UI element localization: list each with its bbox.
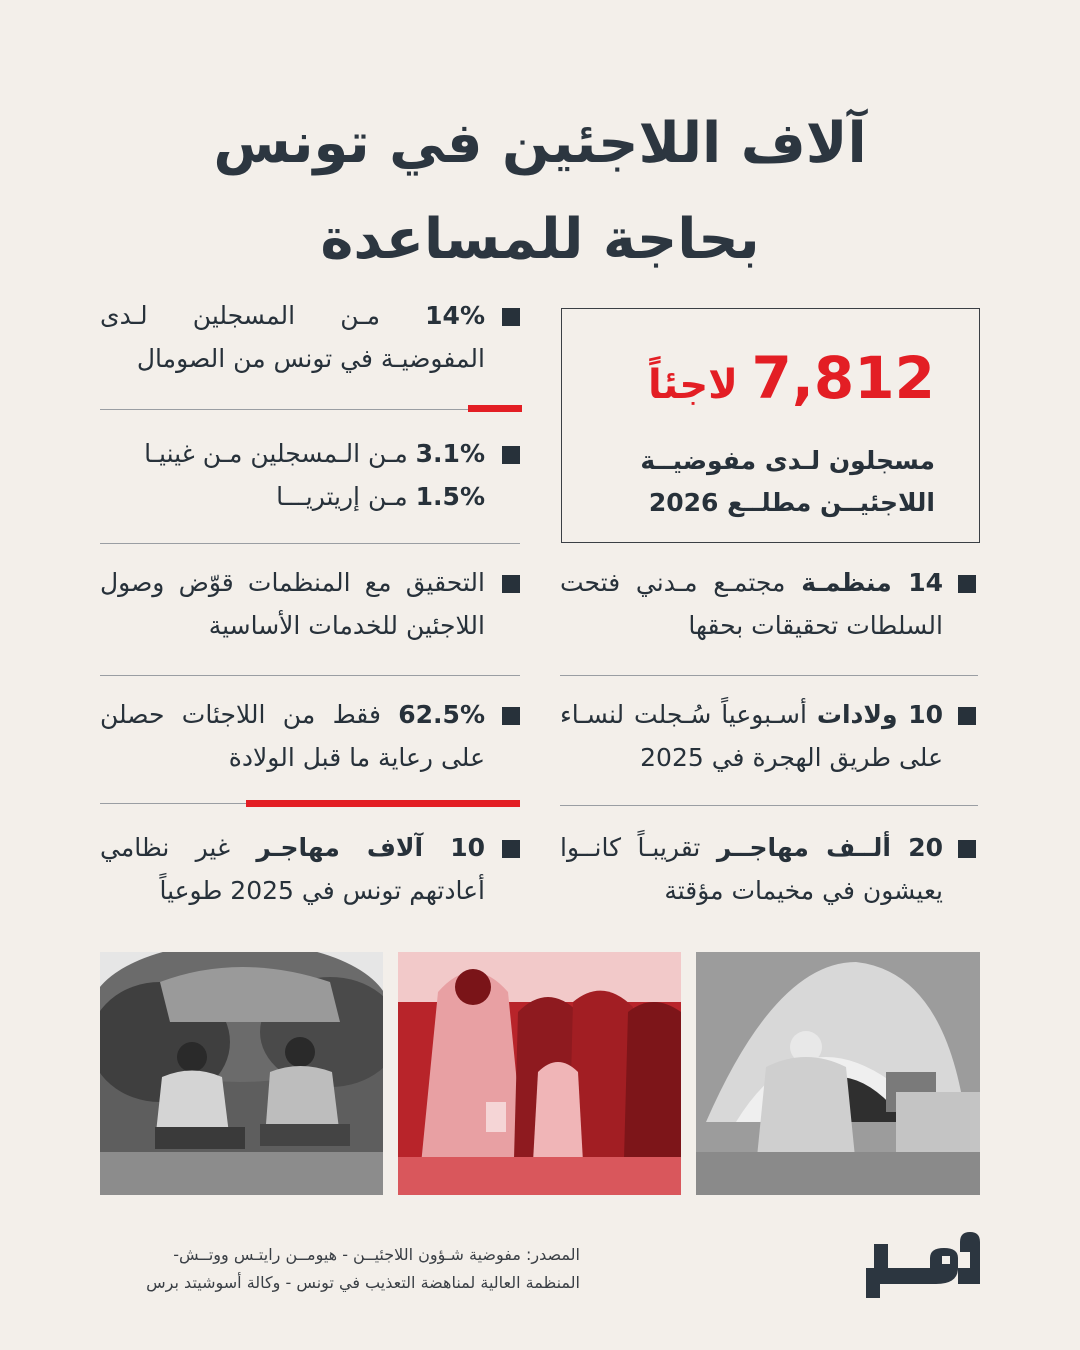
stat-description (592, 440, 935, 524)
page-title (0, 96, 1080, 288)
fact-orgs-text: مجتمـع مـدني فتحت السلطات تحقيقات بحقها (560, 568, 943, 640)
fact-care-text: فقط من اللاجئات حصلن على رعاية ما قبل الولادة (100, 700, 485, 772)
bullet-icon (502, 575, 520, 593)
stat-number: 7,812 (751, 344, 935, 412)
fact-organizations (560, 561, 943, 647)
divider (100, 675, 520, 676)
accent-divider (246, 800, 520, 807)
photo-women-queue (398, 952, 681, 1195)
fact-investigation (100, 561, 485, 647)
fact-somalia (100, 294, 485, 380)
title-line-2: بحاجة للمساعدة (320, 207, 760, 272)
bullet-icon (502, 446, 520, 464)
divider (560, 675, 978, 676)
fact-eritrea-line (100, 475, 485, 518)
bullet-icon (958, 707, 976, 725)
divider (100, 543, 520, 544)
bullet-icon (502, 308, 520, 326)
fact-guinea-text: مـن الـمسجلين مـن غينيـا (144, 439, 416, 468)
fact-guinea-figure: 3.1% (415, 439, 485, 468)
bullet-icon (502, 707, 520, 725)
fact-guinea-eritrea (100, 432, 485, 518)
photo-tent-camp (696, 952, 980, 1195)
source-line-2: المنظمة العالية لمناهضة التعذيب في تونس - وكالة أسوشيتد برس (146, 1273, 580, 1292)
fact-camps-figure: 20 ألــف مهاجــر (716, 833, 943, 862)
divider (100, 409, 520, 410)
fact-eritrea-figure: 1.5% (415, 482, 485, 511)
bullet-icon (502, 840, 520, 858)
source-credits (100, 1241, 580, 1297)
accent-divider (468, 405, 522, 412)
source-line-1: المصدر: مفوضية شـؤون اللاجئيــن - هيومــن رايتـس ووتــش- (173, 1245, 580, 1264)
bullet-icon (958, 575, 976, 593)
photo-migrants-sitting (100, 952, 383, 1195)
fact-camps-text: تقريبـاً كانــوا يعيشون في مخيمات مؤقتة (560, 833, 943, 905)
fact-camps (560, 826, 943, 912)
sifr-logo-icon (866, 1232, 980, 1298)
fact-somalia-figure: 14% (425, 301, 485, 330)
fact-births-figure: 10 ولادات (816, 700, 943, 729)
fact-voluntary-return (100, 826, 485, 912)
fact-returned-text: غير نظامي أعادتهم تونس في 2025 طوعياً (100, 833, 485, 905)
fact-births (560, 693, 943, 779)
stat-headline (592, 343, 935, 428)
fact-returned-figure: 10 آلاف مهاجـر (256, 833, 485, 862)
fact-somalia-text: مـن المسجلين لـدى المفوضيـة في تونس من الصومال (100, 301, 485, 373)
fact-prenatal-care (100, 693, 485, 779)
fact-births-text: أسـبوعياً سُـجلت لنسـاء على طريق الهجرة في 2025 (560, 700, 943, 772)
title-line-1: آلاف اللاجئين في تونس (213, 111, 867, 176)
fact-guinea-line (100, 432, 485, 475)
stat-desc-line-1: مسجلون لـدى مفوضيــة (640, 446, 935, 475)
divider (560, 805, 978, 806)
fact-orgs-figure: 14 منظمـة (801, 568, 943, 597)
fact-eritrea-text: مـن إريتريـــا (276, 482, 416, 511)
stat-desc-line-2: اللاجئيــن مطلــع 2026 (648, 488, 935, 517)
fact-investigation-text: التحقيق مع المنظمات قوّض وصول اللاجئين للخدمات الأساسية (100, 568, 485, 640)
bullet-icon (958, 840, 976, 858)
stat-unit: لاجئاً (647, 362, 738, 408)
stat-box (561, 308, 980, 543)
fact-care-figure: 62.5% (398, 700, 485, 729)
